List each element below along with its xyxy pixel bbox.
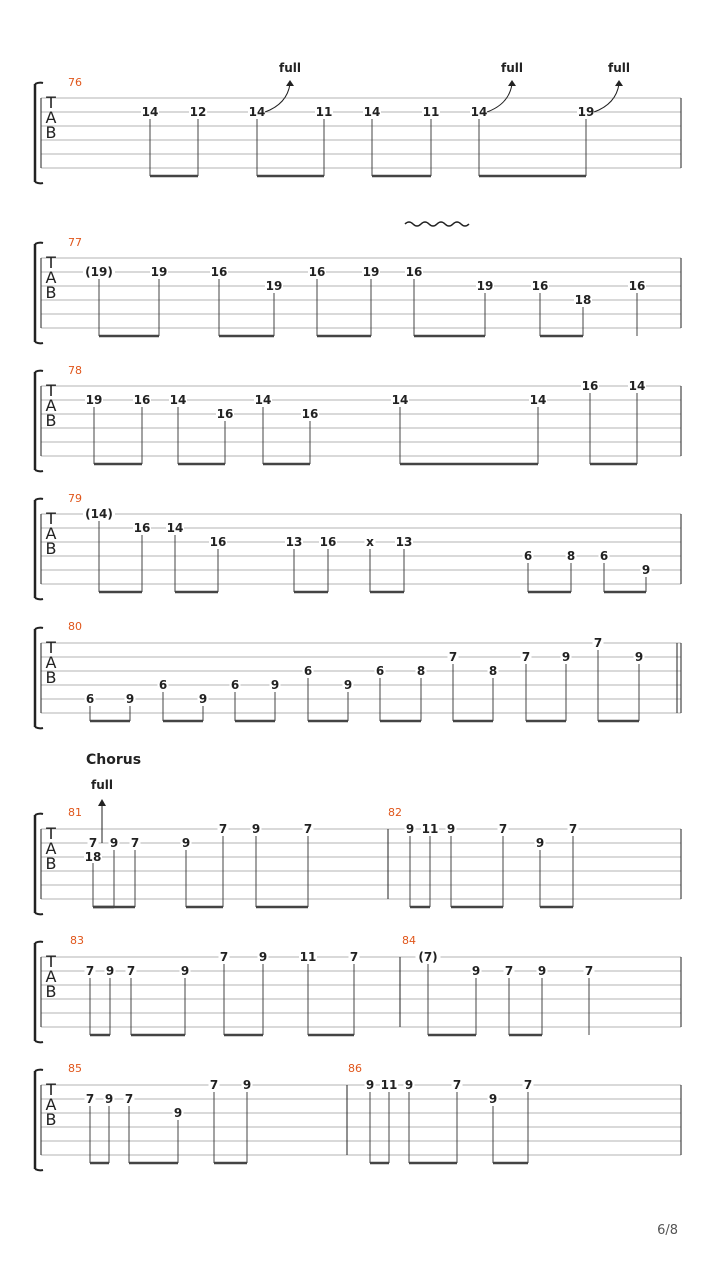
- tab-system: [35, 492, 681, 599]
- fret-number: 9: [488, 1092, 498, 1106]
- bracket-hook: [35, 598, 43, 599]
- fret-number: 11: [380, 1078, 398, 1092]
- fret-number: 6: [85, 692, 95, 706]
- fret-number: 14: [363, 105, 381, 119]
- fret-number: 8: [416, 664, 426, 678]
- tab-clef-letter: A: [45, 108, 57, 127]
- fret-number: 7: [521, 650, 531, 664]
- fret-number: 8: [566, 549, 576, 563]
- fret-number: 8: [488, 664, 498, 678]
- fret-number: 16: [209, 535, 227, 549]
- fret-number: 7: [498, 822, 508, 836]
- fret-number: 6: [523, 549, 533, 563]
- bracket-hook: [35, 1169, 43, 1170]
- fret-number: 16: [531, 279, 549, 293]
- measure-number: 78: [68, 364, 82, 377]
- fret-number: 9: [198, 692, 208, 706]
- bracket-hook: [35, 1041, 43, 1042]
- fret-number: 14: [141, 105, 159, 119]
- fret-number: 9: [258, 950, 268, 964]
- tab-clef-letter: T: [46, 253, 56, 272]
- fret-number: 18: [574, 293, 592, 307]
- fret-number: 16: [308, 265, 326, 279]
- fret-number: 6: [303, 664, 313, 678]
- fret-number: 7: [504, 964, 514, 978]
- bracket-hook: [35, 371, 43, 372]
- fret-number: 9: [634, 650, 644, 664]
- fret-number: 9: [641, 563, 651, 577]
- fret-number: 14: [391, 393, 409, 407]
- tab-clef-letter: B: [45, 411, 57, 430]
- fret-number: 14: [169, 393, 187, 407]
- fret-number: 19: [362, 265, 380, 279]
- tab-clef-letter: B: [45, 123, 57, 142]
- fret-number: 7: [85, 964, 95, 978]
- tab-clef-letter: A: [45, 653, 57, 672]
- fret-number: 7: [303, 822, 313, 836]
- fret-number: 16: [216, 407, 234, 421]
- fret-number: 9: [537, 964, 547, 978]
- section-label: Chorus: [86, 752, 142, 768]
- fret-number: 11: [299, 950, 317, 964]
- bracket-hook: [35, 243, 43, 244]
- measure-number: 81: [68, 806, 82, 819]
- tab-clef-letter: B: [45, 982, 57, 1001]
- fret-number: 7: [349, 950, 359, 964]
- tab-clef-letter: A: [45, 967, 57, 986]
- bracket-hook: [35, 83, 43, 84]
- tab-clef-letter: T: [46, 93, 56, 112]
- fret-number: 7: [124, 1092, 134, 1106]
- tab-clef-letter: A: [45, 1095, 57, 1114]
- tab-clef-letter: B: [45, 854, 57, 873]
- fret-number: 9: [105, 964, 115, 978]
- fret-number: 7: [219, 950, 229, 964]
- measure-number: 82: [388, 806, 402, 819]
- fret-number: 14: [166, 521, 184, 535]
- fret-number: 14: [248, 105, 266, 119]
- fret-number: 6: [158, 678, 168, 692]
- fret-number: 13: [285, 535, 303, 549]
- measure-number: 77: [68, 236, 82, 249]
- fret-number: 9: [471, 964, 481, 978]
- bracket-hook: [35, 913, 43, 914]
- page-number: 6/8: [657, 1223, 678, 1238]
- fret-number: 7: [448, 650, 458, 664]
- bracket-hook: [35, 182, 43, 183]
- bracket-hook: [35, 814, 43, 815]
- tab-clef-letter: T: [46, 952, 56, 971]
- measure-number: 80: [68, 620, 82, 633]
- fret-number: 7: [568, 822, 578, 836]
- fret-number: 16: [405, 265, 423, 279]
- fret-number: 16: [133, 393, 151, 407]
- tab-clef-letter: B: [45, 283, 57, 302]
- measure-number: 86: [348, 1062, 362, 1075]
- fret-number: 9: [561, 650, 571, 664]
- fret-number: 9: [446, 822, 456, 836]
- fret-number: 16: [319, 535, 337, 549]
- fret-number: 9: [343, 678, 353, 692]
- fret-number: 19: [577, 105, 595, 119]
- fret-number: 11: [315, 105, 333, 119]
- fret-number: 9: [270, 678, 280, 692]
- fret-number: 9: [109, 836, 119, 850]
- fret-number: 19: [85, 393, 103, 407]
- fret-number: 14: [254, 393, 272, 407]
- fret-number: 9: [404, 1078, 414, 1092]
- tab-clef-letter: T: [46, 381, 56, 400]
- fret-number: 19: [476, 279, 494, 293]
- tab-clef-letter: B: [45, 1110, 57, 1129]
- fret-number: 14: [628, 379, 646, 393]
- fret-number: 7: [209, 1078, 219, 1092]
- measure-number: 79: [68, 492, 82, 505]
- bracket-hook: [35, 628, 43, 629]
- measure-number: 83: [70, 934, 84, 947]
- tab-system: [35, 934, 681, 1042]
- fret-number: 6: [375, 664, 385, 678]
- bracket-hook: [35, 727, 43, 728]
- fret-number: 12: [189, 105, 207, 119]
- tab-clef-letter: A: [45, 268, 57, 287]
- fret-number: 7: [452, 1078, 462, 1092]
- fret-number: 7: [523, 1078, 533, 1092]
- bend-label: full: [608, 61, 630, 75]
- fret-number: 7: [593, 636, 603, 650]
- fret-number: 7: [85, 1092, 95, 1106]
- fret-number: 14: [529, 393, 547, 407]
- fret-number: x: [366, 535, 374, 549]
- fret-number: 6: [230, 678, 240, 692]
- fret-number: 9: [173, 1106, 183, 1120]
- fret-number: 7: [88, 836, 98, 850]
- fret-number: 6: [599, 549, 609, 563]
- bend-label: full: [501, 61, 523, 75]
- bracket-hook: [35, 1070, 43, 1071]
- tab-clef-letter: B: [45, 668, 57, 687]
- fret-number: 9: [125, 692, 135, 706]
- fret-number: 16: [301, 407, 319, 421]
- fret-number: 16: [628, 279, 646, 293]
- bend-arrowhead: [98, 799, 106, 806]
- tab-clef-letter: T: [46, 638, 56, 657]
- vibrato-mark: [405, 222, 469, 226]
- measure-number: 76: [68, 76, 82, 89]
- bend-arrowhead: [615, 80, 623, 86]
- fret-number: 9: [405, 822, 415, 836]
- bend-label: full: [91, 778, 113, 792]
- fret-number: 9: [251, 822, 261, 836]
- fret-number: 14: [470, 105, 488, 119]
- fret-number: 9: [181, 836, 191, 850]
- tab-clef-letter: A: [45, 396, 57, 415]
- bracket-hook: [35, 470, 43, 471]
- bracket-hook: [35, 499, 43, 500]
- fret-number: 16: [581, 379, 599, 393]
- bend-arrowhead: [508, 80, 516, 86]
- fret-number: 19: [150, 265, 168, 279]
- tab-clef-letter: T: [46, 509, 56, 528]
- bend-label: full: [279, 61, 301, 75]
- fret-number: (14): [85, 507, 113, 521]
- fret-number: 9: [365, 1078, 375, 1092]
- bracket-hook: [35, 942, 43, 943]
- measure-number: 84: [402, 934, 416, 947]
- fret-number: 9: [242, 1078, 252, 1092]
- fret-number: 11: [422, 105, 440, 119]
- tab-clef-letter: A: [45, 524, 57, 543]
- fret-number: 7: [584, 964, 594, 978]
- fret-number: (7): [418, 950, 438, 964]
- tab-system: [35, 1062, 681, 1170]
- tab-clef-letter: T: [46, 824, 56, 843]
- tab-clef-letter: A: [45, 839, 57, 858]
- bend-arrowhead: [286, 80, 294, 86]
- tab-system: [35, 752, 681, 914]
- fret-number: 7: [130, 836, 140, 850]
- fret-number: 9: [180, 964, 190, 978]
- fret-number: 9: [535, 836, 545, 850]
- fret-number: (19): [85, 265, 113, 279]
- bracket-hook: [35, 342, 43, 343]
- tab-clef-letter: T: [46, 1080, 56, 1099]
- tab-system: [35, 61, 681, 183]
- fret-number: 7: [126, 964, 136, 978]
- fret-number: 13: [395, 535, 413, 549]
- fret-number: 9: [104, 1092, 114, 1106]
- fret-number: 19: [265, 279, 283, 293]
- fret-number: 7: [218, 822, 228, 836]
- fret-number: 16: [133, 521, 151, 535]
- fret-number: 16: [210, 265, 228, 279]
- measure-number: 85: [68, 1062, 82, 1075]
- fret-number: 11: [421, 822, 439, 836]
- fret-number: 18: [84, 850, 102, 864]
- tab-system: [35, 222, 681, 343]
- tab-system: [35, 620, 681, 728]
- tab-clef-letter: B: [45, 539, 57, 558]
- tab-system: [35, 364, 681, 471]
